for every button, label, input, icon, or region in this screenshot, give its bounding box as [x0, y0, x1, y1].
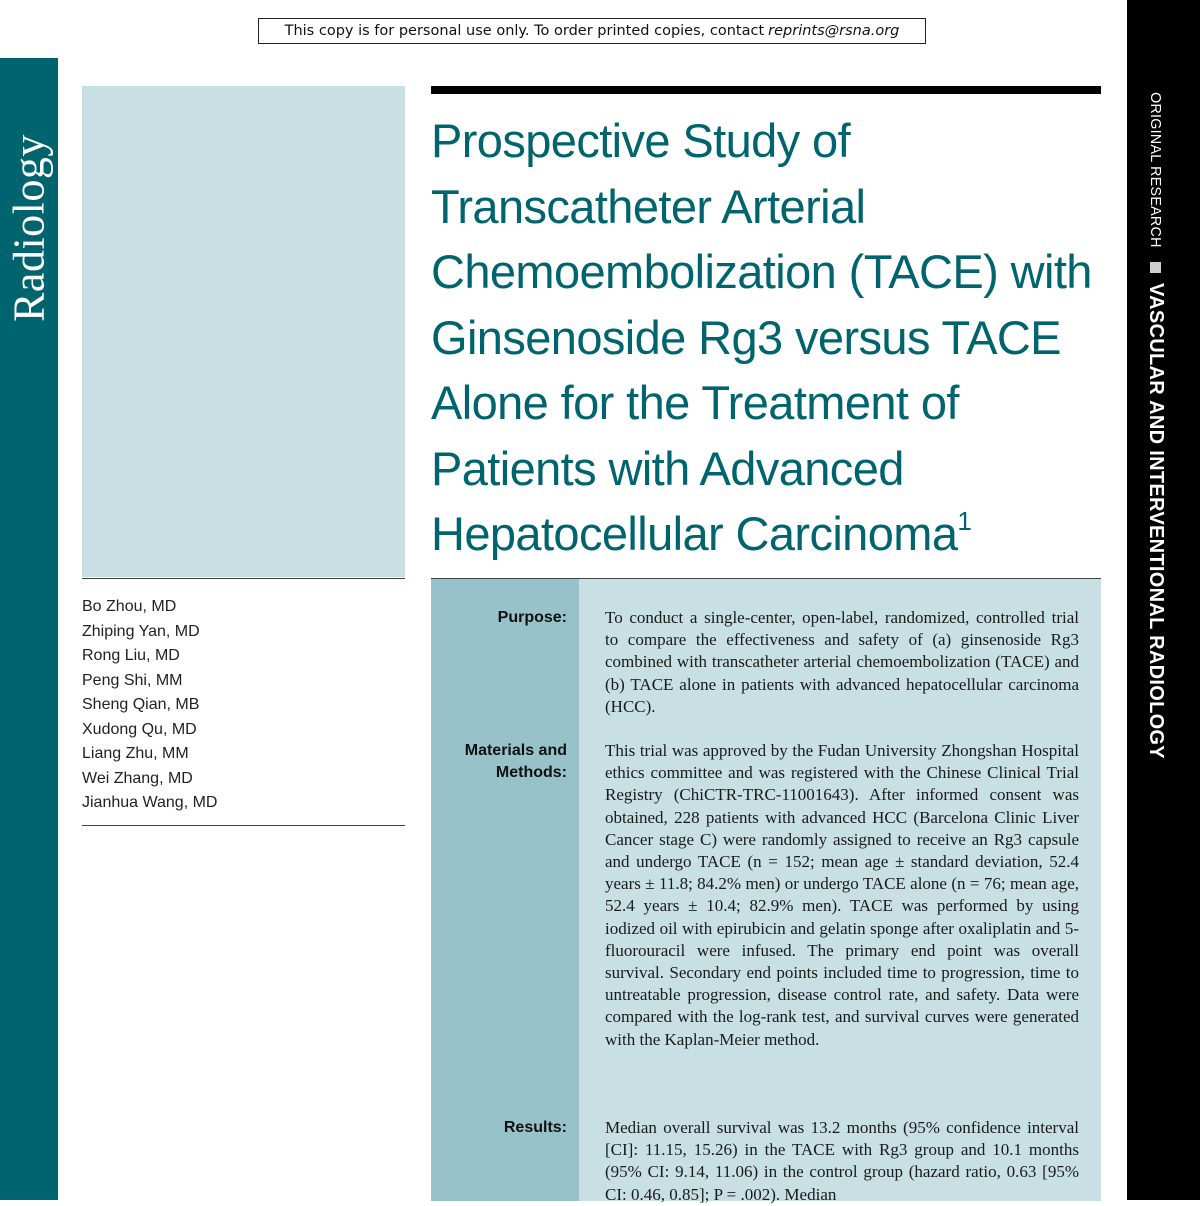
article-title	[431, 108, 1111, 567]
journal-sidebar	[0, 58, 58, 1200]
author-name: Jianhua Wang, MD	[82, 794, 218, 811]
author-name: Sheng Qian, MB	[82, 696, 200, 713]
abstract-methods-label-line1: Materials and	[464, 742, 567, 759]
author-name: Bo Zhou, MD	[82, 598, 177, 615]
reprint-notice	[258, 18, 926, 44]
abstract	[431, 578, 1101, 1204]
title-rule	[431, 86, 1101, 94]
author-name: Liang Zhu, MM	[82, 745, 189, 762]
abstract-results-label: Results:	[503, 1119, 567, 1136]
figure-placeholder	[82, 86, 405, 577]
article-category: ORIGINAL RESEARCH	[1147, 92, 1164, 248]
author-name: Xudong Qu, MD	[82, 720, 197, 738]
article-subspecialty: VASCULAR AND INTERVENTIONAL RADIOLOGY	[1145, 282, 1167, 759]
journal-name: Radiology	[4, 134, 54, 322]
abstract-methods-text: This trial was approved by the Fudan University Zhongshan Hospital ethics committee and was registered with the Chinese Clinical Trial Registry (ChiCTR-TRC-11001643). After informed consent was obtained, 228 patients with advanced HCC (Barcelona Clinic Liver Cancer stage C) were randomly assigned to receive an Rg3 capsule and undergo TACE (n = 152; mean age ± standard deviation, 52.4 years ± 11.8; 84.2% men) or undergo TACE alone (n = 76; mean age, 52.4 years ± 10.4; 82.9% men). TACE was performed by using iodized oil with epirubicin and gelatin sponge after oxaliplatin and 5-fluorouracil were infused. The primary end point was overall survival. Secondary end points included time to progression, time to untreatable progression, disease control rate, and safety. Data were compared with the log-rank test, and survival curves were generated with the Kaplan-Meier method.	[605, 741, 1079, 1049]
author-name: Wei Zhang, MD	[82, 769, 193, 787]
reprint-notice-text: This copy is for personal use only. To order printed copies, contact	[284, 23, 765, 39]
abstract-label-column	[431, 579, 579, 1201]
title-footnote-marker: 1	[957, 506, 972, 536]
author-bottom-divider	[82, 825, 405, 826]
abstract-purpose-label: Purpose:	[497, 609, 567, 626]
article-title-text: Prospective Study of Transcatheter Arterial Chemoembolization (TACE) with Ginsenoside Rg3 versus TACE Alone for the Treatment of Patients with Advanced Hepatocellular Carcinoma	[431, 114, 1092, 560]
section-label	[1144, 88, 1167, 759]
abstract-methods-label-line2: Methods:	[495, 764, 567, 781]
author-name: Rong Liu, MD	[82, 647, 180, 664]
abstract-purpose-text: To conduct a single-center, open-label, randomized, controlled trial to compare the effectiveness and safety of (a) ginsenoside Rg3 combined with transcatheter arterial chemoembolization (TACE) and (b) TACE alone in patients with advanced hepatocellular carcinoma (HCC).	[605, 608, 1079, 716]
author-top-divider	[82, 578, 405, 579]
author-name: Zhiping Yan, MD	[82, 622, 200, 640]
abstract-results-text: Median overall survival was 13.2 months (95% confidence interval [CI]: 11.15, 15.26) in the TACE with Rg3 group and 10.1 months (95% CI: 9.14, 11.06) in the control group (hazard ratio, 0.63 [95% CI: 0.46, 0.85]; P = .002). Median	[605, 1118, 1079, 1204]
author-name: Peng Shi, MM	[82, 671, 183, 689]
author-list	[82, 595, 402, 816]
abstract-methods-label	[431, 740, 567, 784]
section-sidebar	[1127, 0, 1200, 1200]
square-separator-icon	[1150, 262, 1161, 273]
reprint-email-link[interactable]: reprints@rsna.org	[768, 23, 900, 39]
